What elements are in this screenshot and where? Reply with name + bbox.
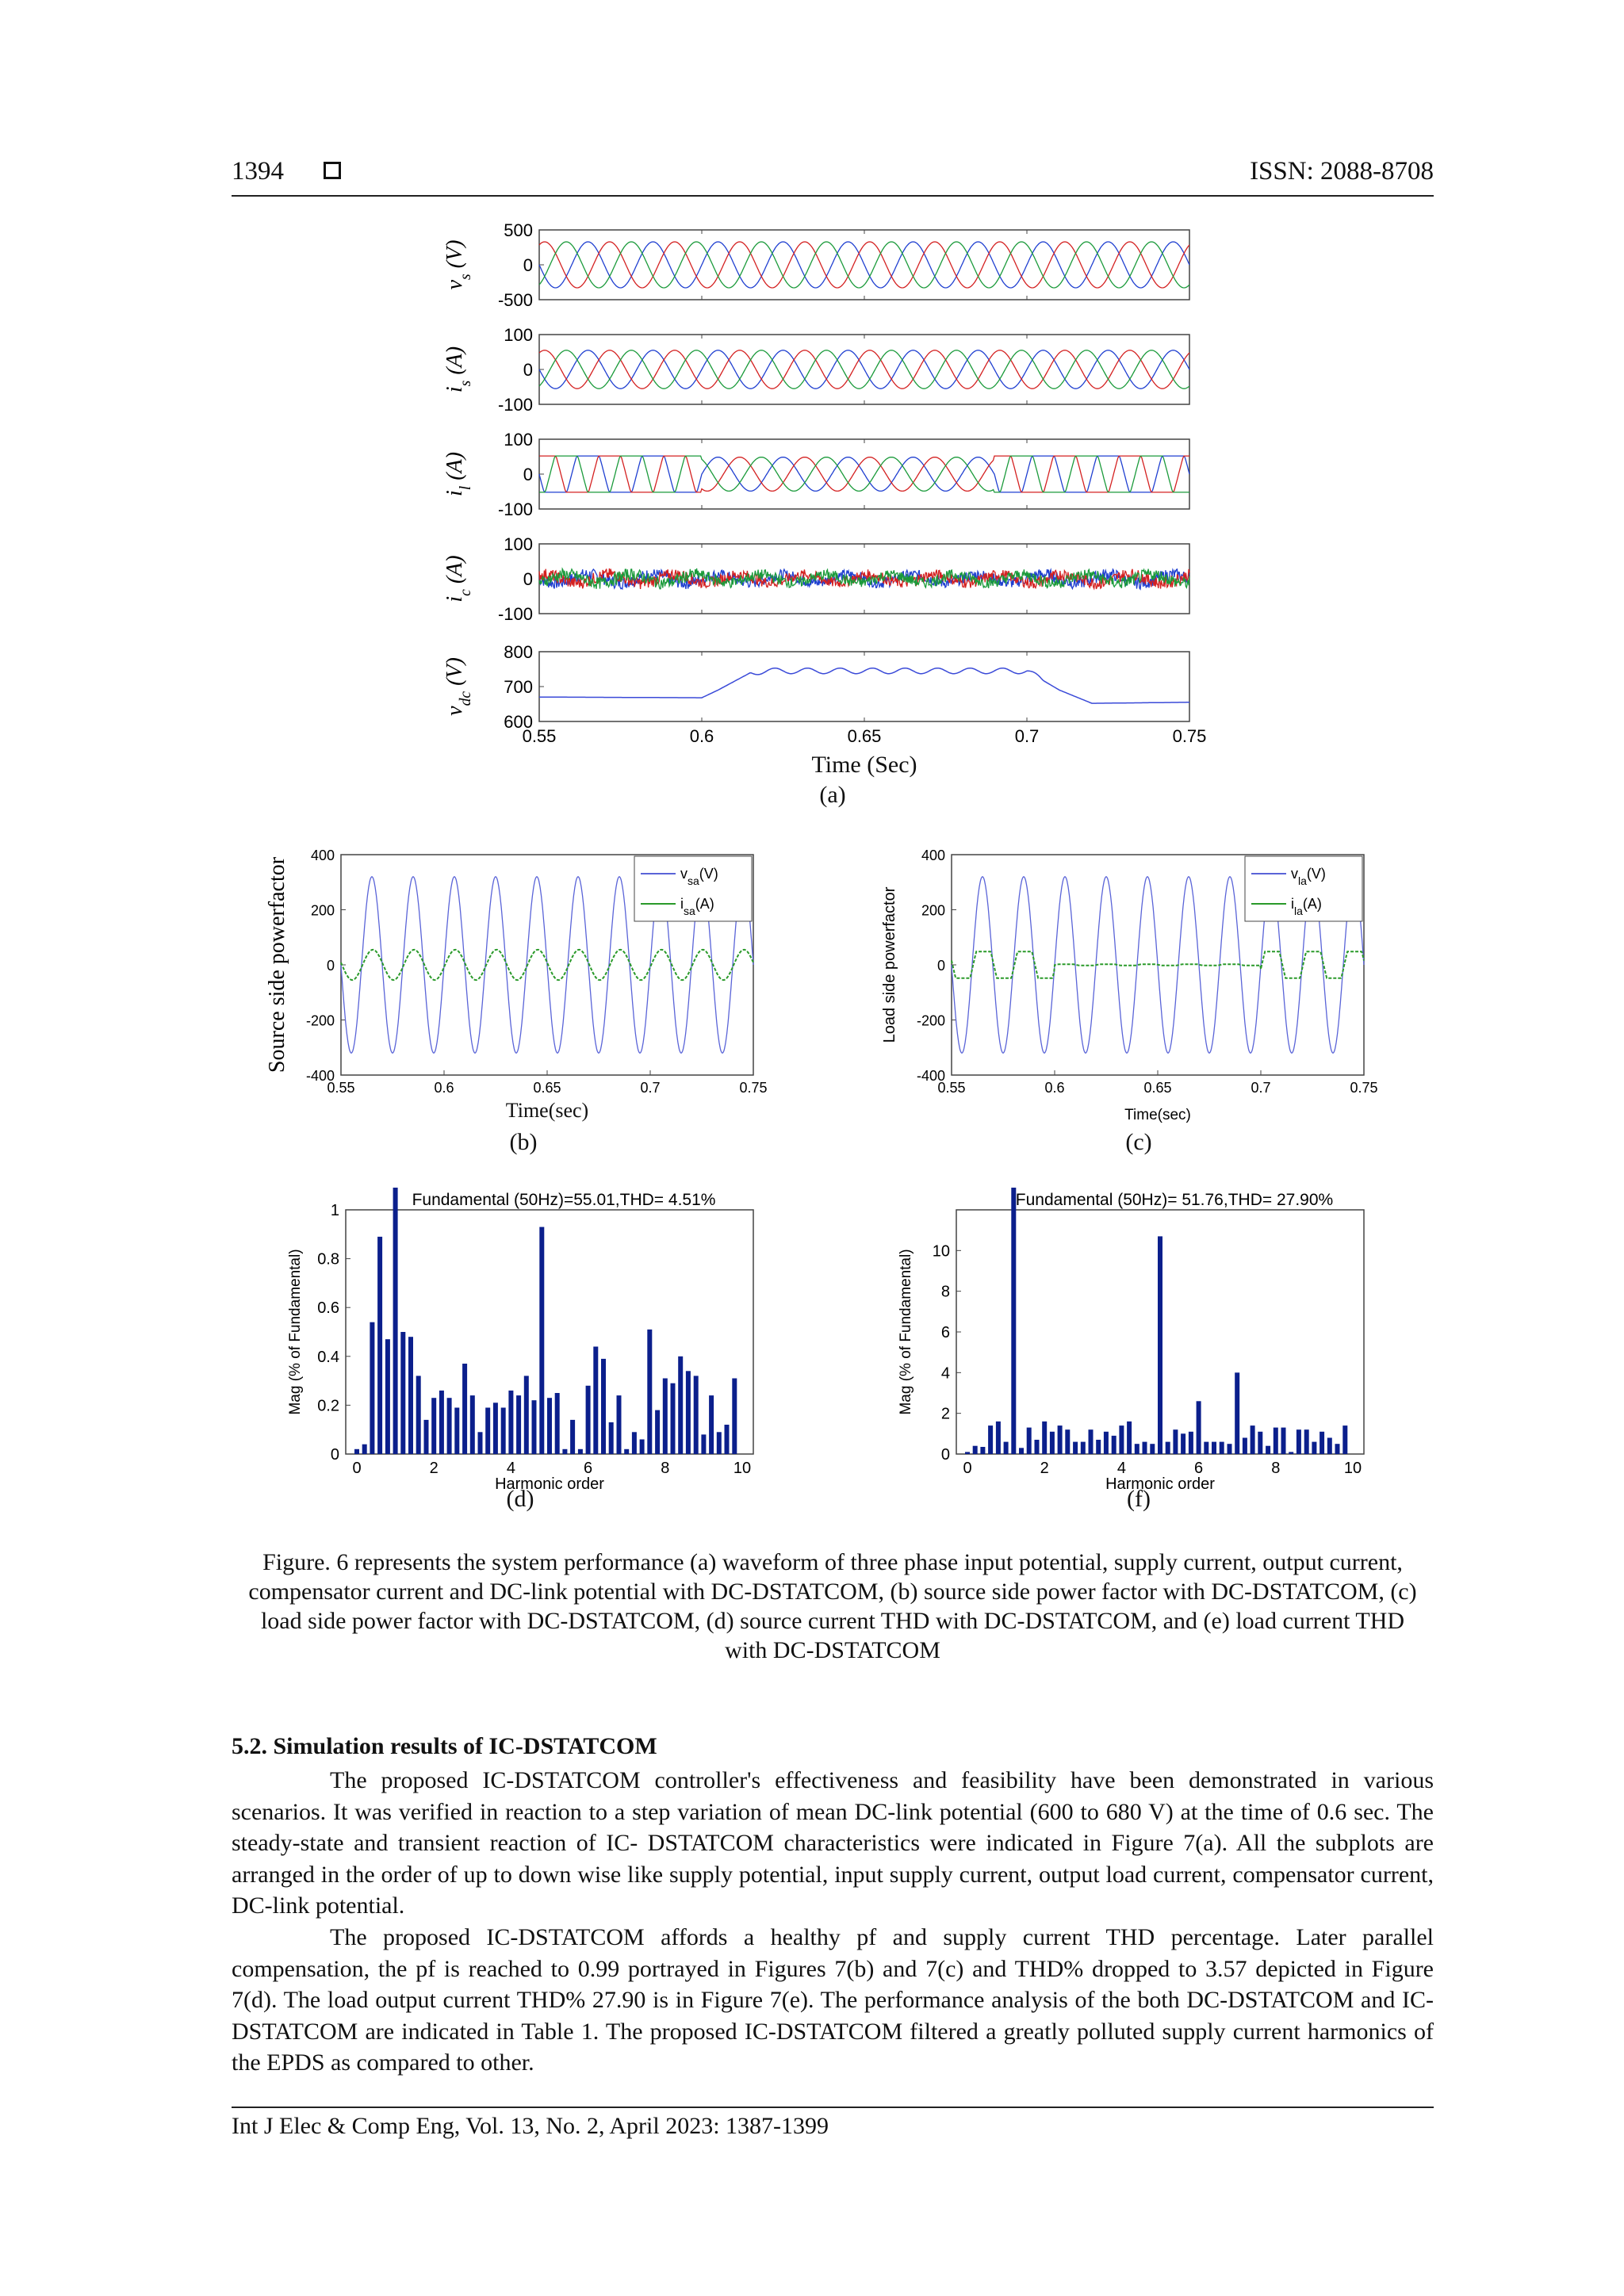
figure-panel-b [262,840,785,1102]
harmonic-bar [996,1422,1001,1454]
subplot-ylabel: $i_l$ (A) [442,452,474,496]
harmonic-bar [400,1332,405,1454]
dc-link-line [539,668,1189,703]
x-tick-label: 0.65 [533,1080,561,1096]
harmonic-bar [725,1425,730,1454]
panel-a-xlabel: Time (Sec) [811,752,917,778]
y-tick-label: 6 [940,1324,950,1341]
harmonic-bar [1011,1188,1016,1454]
y-tick-label: -500 [497,290,533,310]
y-tick-label: -100 [497,395,533,415]
harmonic-bar [508,1391,513,1454]
harmonic-bar [624,1449,629,1454]
x-axis-label: Harmonic order [1105,1475,1215,1493]
harmonic-bar [385,1339,390,1454]
panel-f-chart [880,1173,1404,1493]
harmonic-bar [663,1379,668,1455]
harmonic-bar [1204,1442,1208,1454]
figure-panel-d [270,1173,793,1493]
y-tick-label: -200 [916,1012,945,1029]
harmonic-bar [1212,1442,1216,1454]
subplot-series [539,568,1189,589]
y-axis-label: Mag (% of Fundamental) [287,1249,304,1415]
panel-c-chart [872,840,1396,1123]
x-tick-label: 0.55 [522,726,557,746]
x-tick-label: 0 [963,1460,972,1477]
y-tick-label: 4 [940,1364,950,1383]
harmonic-bar [1197,1401,1201,1454]
page-header [232,155,1434,197]
harmonic-bar [694,1376,699,1454]
waveform-phase-1 [539,242,1189,288]
harmonic-bar [485,1408,490,1455]
legend-entry: $v_{sa}(V)$ [680,866,718,887]
harmonic-bar [1312,1442,1316,1454]
harmonic-bar [377,1237,382,1454]
harmonic-bar [1274,1428,1278,1454]
harmonic-bar [578,1449,583,1454]
y-tick-label: 0.2 [317,1397,339,1415]
harmonic-bar [1019,1448,1024,1454]
y-tick-label: 0 [936,958,945,974]
harmonic-bar [1127,1422,1132,1454]
harmonic-bar [1150,1444,1155,1454]
subplot-ylabel: $v_{dc}$ (V) [442,657,474,716]
harmonic-bar [1058,1425,1063,1454]
x-tick-label: 0.7 [1251,1080,1271,1096]
harmonic-bar [717,1432,722,1454]
panel-a-label: (a) [819,782,846,808]
panel-d-chart [270,1173,793,1493]
harmonic-bar [1065,1429,1070,1454]
footer-citation: Int J Elec & Comp Eng, Vol. 13, No. 2, April 2023: 1387-1399 [232,2113,829,2139]
waveform-phase-1 [539,456,1189,492]
harmonic-bar [1189,1432,1193,1454]
legend-entry: $v_{la}(V)$ [1291,866,1326,887]
panel-b-label: (b) [509,1129,538,1155]
subplot-ylabel: $i_c$ (A) [442,555,474,603]
subplot-ylabel: $v_s$ (V) [442,239,474,290]
y-tick-label: 0 [523,465,533,484]
x-tick-label: 0.6 [689,726,714,746]
harmonic-bar [1320,1432,1324,1454]
harmonic-bar [1342,1425,1347,1454]
harmonic-bar [501,1408,506,1455]
y-tick-label: -200 [305,1012,335,1029]
y-axis-label: Mag (% of Fundamental) [898,1249,914,1415]
x-tick-label: 10 [1343,1460,1362,1477]
y-axis-label: Load side powerfactor [881,886,898,1043]
harmonic-bar [1166,1442,1170,1454]
harmonic-bar [980,1447,985,1454]
subplot-series [539,668,1189,703]
harmonic-bar [1289,1452,1293,1454]
panel-a-chart [428,214,1237,801]
harmonic-bar [1251,1425,1255,1454]
x-tick-label: 4 [506,1460,515,1477]
harmonic-bar [516,1395,521,1454]
figure-panel-c [872,840,1396,1123]
y-axis-label: Source side powerfactor [265,856,289,1073]
y-tick-label: 200 [921,902,945,919]
harmonic-bar [1327,1438,1332,1455]
y-tick-label: 400 [921,848,945,863]
y-tick-label: 0 [523,360,533,380]
harmonic-bar [424,1420,429,1454]
y-tick-label: 0.4 [317,1348,339,1366]
harmonic-bar [1035,1440,1040,1454]
y-tick-label: 700 [504,677,533,697]
harmonic-bar [1073,1442,1078,1454]
harmonic-bar [431,1398,436,1454]
issn: ISSN: 2088-8708 [1250,157,1434,186]
x-tick-label: 6 [584,1460,593,1477]
harmonic-bar [1335,1444,1340,1454]
y-tick-label: 800 [504,642,533,662]
harmonic-bar [462,1364,467,1454]
y-tick-label: 0.6 [317,1299,339,1318]
harmonic-bar [1243,1438,1247,1455]
harmonic-bar [1119,1425,1124,1454]
y-tick-label: 0 [940,1446,950,1464]
harmonic-bar [570,1420,575,1454]
harmonic-bar [1143,1442,1147,1454]
harmonic-bar [454,1408,459,1455]
y-tick-label: 600 [504,712,533,732]
harmonic-bar [1297,1429,1301,1454]
harmonic-bar [1027,1428,1032,1454]
x-tick-label: 0.55 [937,1080,966,1096]
harmonic-bar [1135,1444,1139,1454]
harmonic-bar [547,1398,552,1454]
harmonic-bar [1096,1440,1101,1454]
x-tick-label: 0.75 [739,1080,768,1096]
y-tick-label: 100 [504,430,533,450]
x-tick-label: 0.7 [640,1080,661,1096]
harmonic-bar [965,1452,970,1454]
harmonic-bar [1112,1436,1116,1454]
harmonic-bar [1258,1432,1262,1454]
y-tick-label: 0 [523,255,533,275]
body-paragraph: The proposed IC-DSTATCOM affords a healthy pf and supply current THD percentage. Later parallel compensation, the pf is reached to 0.99 portrayed in Figures 7(b) and 7(c) and THD% dropped to 3.57 depicted in Figure 7(d). The load output current THD% 27.90 is in Figure 7(e). The performance analysis of the both DC-DSTATCOM and IC-DSTATCOM are indicated in Table 1. The proposed IC-DSTATCOM filtered a greatly polluted supply current harmonics of the EPDS as compared to other. [232,1924,1434,2076]
x-tick-label: 8 [1271,1460,1281,1477]
x-axis-label: Time(sec) [1124,1107,1191,1123]
harmonic-bar [1181,1433,1185,1454]
y-tick-label: 100 [504,325,533,345]
harmonic-bar [416,1376,421,1454]
x-tick-label: 4 [1116,1460,1126,1477]
figure-panel-f [880,1173,1404,1493]
harmonic-bar [354,1449,359,1454]
legend-entry: $i_{la}(A)$ [1291,896,1322,917]
harmonic-bar [732,1379,737,1455]
harmonic-bar [1050,1432,1055,1454]
harmonic-bar [493,1402,498,1454]
subplot-ylabel: $i_s$ (A) [442,346,474,393]
harmonic-bar [478,1432,483,1454]
y-tick-label: 0 [523,569,533,589]
harmonic-bar [1266,1446,1270,1454]
x-tick-label: 0.75 [1172,726,1207,746]
x-tick-label: 0.6 [434,1080,454,1096]
y-tick-label: 0 [326,958,335,974]
panel-c-label: (c) [1125,1129,1152,1155]
y-tick-label: 100 [504,534,533,554]
harmonic-bar [393,1188,398,1454]
harmonic-bar [1304,1429,1309,1454]
harmonic-bar [1042,1422,1047,1454]
harmonic-bar [678,1357,683,1454]
y-tick-label: 10 [932,1242,950,1261]
y-tick-label: -400 [916,1068,945,1084]
harmonic-bar [524,1376,529,1454]
page-number: 1394 [232,157,284,186]
harmonic-bar [701,1434,706,1454]
harmonic-bar [1089,1429,1094,1454]
page-footer [232,2107,1434,2140]
harmonic-bar [1081,1442,1086,1454]
y-tick-label: -100 [497,604,533,624]
x-tick-label: 0.65 [1143,1080,1172,1096]
y-tick-label: 500 [504,220,533,240]
harmonic-bar [1004,1442,1009,1454]
body-paragraph: The proposed IC-DSTATCOM controller's effectiveness and feasibility have been demonstrated in various scenarios. It was verified in reaction to a step variation of mean DC-link potential (600 to 680 V) at the time of 0.6 sec. The steady-state and transient reaction of IC- DSTATCOM characteristics were indicated in Figure 7(a). All the subplots are arranged in the order of up to down wise like supply potential, input supply current, output load current, compensator current, DC-link potential. [232,1767,1434,1919]
harmonic-bar [671,1383,676,1454]
x-tick-label: 0.75 [1350,1080,1378,1096]
y-tick-label: 1 [330,1202,339,1219]
harmonic-bar [1235,1372,1239,1454]
legend-entry: $i_{sa}(A)$ [680,896,714,917]
square-icon [324,162,341,179]
figure-caption: Figure. 6 represents the system performance (a) waveform of three phase input potential, supply current, output current, compensator current and DC-link potential with DC-DSTATCOM, (b) source side power factor with DC-DSTATCOM, (c) load side power factor with DC-DSTATCOM, (d) source current THD with DC-DSTATCOM, and (e) load current THD with DC-DSTATCOM [248,1549,1417,1663]
subplot-series [539,350,1189,388]
harmonic-bar [709,1395,714,1454]
y-tick-label: -100 [497,499,533,519]
harmonic-bar [973,1446,978,1454]
subplot-frame [539,652,1189,721]
harmonic-bar [555,1393,560,1454]
harmonic-bar [370,1322,374,1454]
harmonic-bar [1228,1444,1232,1454]
y-tick-label: -400 [305,1068,335,1084]
y-tick-label: 400 [310,848,335,863]
x-tick-label: 8 [661,1460,670,1477]
y-tick-label: 200 [310,902,335,919]
thd-annotation: Fundamental (50Hz)=55.01,THD= 4.51% [412,1191,716,1209]
harmonic-bar [601,1359,606,1454]
panel-f-label: (f) [1127,1486,1151,1512]
harmonic-bar [1104,1432,1109,1454]
waveform-phase-1 [539,350,1189,388]
panel-d-label: (d) [506,1486,534,1512]
harmonic-bar [609,1422,614,1454]
x-axis-label: Harmonic order [495,1475,604,1493]
x-tick-label: 0.65 [847,726,882,746]
y-tick-label: 0.8 [317,1250,339,1269]
harmonic-bar [539,1227,544,1454]
x-tick-label: 10 [733,1460,752,1477]
harmonic-bar [1281,1428,1286,1454]
x-tick-label: 2 [429,1460,439,1477]
x-tick-label: 0 [352,1460,362,1477]
figure-panel-a [428,214,1237,801]
y-tick-label: 8 [940,1283,950,1301]
harmonic-bar [439,1391,444,1454]
harmonic-bar [632,1432,637,1454]
y-tick-label: 2 [940,1405,950,1423]
section-heading: 5.2. Simulation results of IC-DSTATCOM [232,1733,657,1759]
subplot-series [539,456,1189,492]
harmonic-bar [617,1395,622,1454]
x-tick-label: 0.6 [1044,1080,1065,1096]
panel-b-xlabel: Time(sec) [505,1099,589,1122]
harmonic-bar [988,1425,993,1454]
harmonic-bar [470,1395,475,1454]
harmonic-bar [647,1330,652,1454]
harmonic-bar [1173,1429,1178,1454]
harmonic-bar [586,1386,591,1454]
harmonic-bar [408,1337,413,1454]
panel-b-chart [262,840,785,1102]
thd-annotation: Fundamental (50Hz)= 51.76,THD= 27.90% [1015,1191,1334,1209]
x-tick-label: 0.7 [1014,726,1040,746]
harmonic-bar [640,1440,645,1455]
y-tick-label: 0 [330,1446,339,1464]
x-tick-label: 6 [1194,1460,1204,1477]
x-tick-label: 2 [1040,1460,1049,1477]
harmonic-bar [686,1371,691,1454]
subplot-series [539,242,1189,288]
harmonic-bar [532,1400,537,1454]
harmonic-bar [1220,1442,1224,1454]
harmonic-bar [655,1410,660,1454]
harmonic-bar [593,1347,598,1455]
harmonic-bar [562,1449,567,1454]
x-tick-label: 0.55 [327,1080,355,1096]
harmonic-bar [447,1398,452,1454]
harmonic-bar [1158,1236,1162,1454]
harmonic-bar [362,1445,367,1454]
